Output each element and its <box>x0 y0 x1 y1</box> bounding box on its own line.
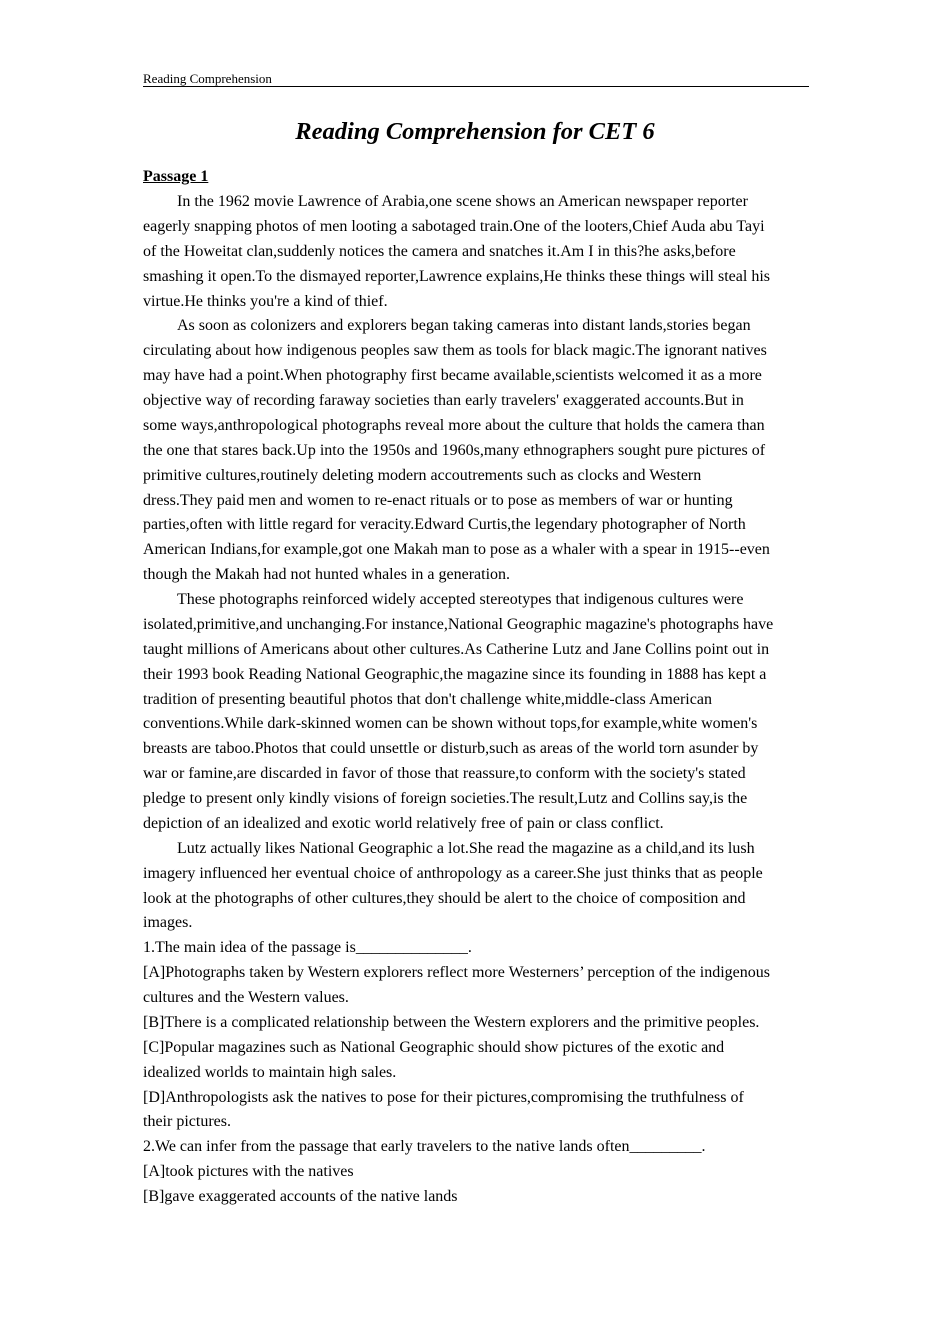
text-line: parties,often with little regard for veracity.Edward Curtis,the legendary photographer of North <box>143 516 746 534</box>
text-line: the one that stares back.Up into the 1950s and 1960s,many ethnographers sought pure pictures of <box>143 441 766 459</box>
text-line: pledge to present only kindly visions of foreign societies.The result,Lutz and Collins say,is the <box>143 790 748 807</box>
text-line: circulating about how indigenous peoples saw them as tools for black magic.The ignorant natives <box>143 342 767 360</box>
text-line: their pictures. <box>143 1113 231 1131</box>
text-line: American Indians,for example,got one Makah man to pose as a whaler with a spear in 1915--even <box>143 541 770 559</box>
text-line: look at the photographs of other cultures,they should be alert to the choice of composition and <box>143 889 746 907</box>
text-line: conventions.While dark-skinned women can be shown without tops,for example,white women's <box>143 715 758 733</box>
text-line: [A]took pictures with the natives <box>143 1163 354 1181</box>
text-line: their 1993 book Reading National Geographic,the magazine since its founding in 1888 has kept a <box>143 665 767 683</box>
text-line: though the Makah had not hunted whales in a generation. <box>143 566 511 584</box>
text-line: dress.They paid men and women to re-enact rituals or to pose as members of war or hunting <box>143 491 733 509</box>
text-line: virtue.He thinks you're a kind of thief. <box>143 292 388 310</box>
text-line: taught millions of Americans about other cultures.As Catherine Lutz and Jane Collins point out in <box>143 640 770 658</box>
text-line: [B]There is a complicated relationship between the Western explorers and the primitive peoples. <box>143 1013 760 1031</box>
text-line: [C]Popular magazines such as National Geographic should show pictures of the exotic and <box>143 1038 725 1056</box>
passage-body <box>143 190 823 1210</box>
text-line: 1.The main idea of the passage is______________. <box>143 939 472 957</box>
text-line: [D]Anthropologists ask the natives to pose for their pictures,compromising the truthfulness of <box>143 1088 744 1106</box>
text-line: primitive cultures,routinely deleting modern accoutrements such as clocks and Western <box>143 466 702 484</box>
text-line: breasts are taboo.Photos that could unsettle or disturb,such as areas of the world torn asunder by <box>143 740 759 758</box>
text-line: These photographs reinforced widely accepted stereotypes that indigenous cultures were <box>177 591 744 608</box>
text-line: 2.We can infer from the passage that early travelers to the native lands often_________. <box>143 1138 706 1156</box>
passage-label: Passage 1 <box>143 168 209 185</box>
document-title: Reading Comprehension for CET 6 <box>295 118 655 145</box>
text-line: [A]Photographs taken by Western explorers reflect more Westerners’ perception of the indigenous <box>143 964 770 982</box>
text-line: [B]gave exaggerated accounts of the native lands <box>143 1188 458 1205</box>
running-header: Reading Comprehension <box>143 71 272 86</box>
text-line: isolated,primitive,and unchanging.For instance,National Geographic magazine's photographs have <box>143 615 774 633</box>
text-line: of the Howeitat clan,suddenly notices the camera and snatches it.Am I in this?he asks,before <box>143 242 736 260</box>
text-line: may have had a point.When photography first became available,scientists welcomed it as a more <box>143 367 762 385</box>
text-line: war or famine,are discarded in favor of those that reassure,to conform with the society's stated <box>143 765 746 783</box>
text-line: In the 1962 movie Lawrence of Arabia,one scene shows an American newspaper reporter <box>177 193 748 210</box>
text-line: eagerly snapping photos of men looting a sabotaged train.One of the looters,Chief Auda abu Tayi <box>143 217 765 235</box>
header-rule <box>143 86 809 87</box>
text-line: As soon as colonizers and explorers began taking cameras into distant lands,stories began <box>177 317 751 335</box>
text-line: smashing it open.To the dismayed reporter,Lawrence explains,He thinks these things will steal his <box>143 267 770 285</box>
text-line: Lutz actually likes National Geographic a lot.She read the magazine as a child,and its lush <box>177 839 755 857</box>
text-line: objective way of recording faraway societies than early travelers' exaggerated accounts.But in <box>143 392 744 409</box>
text-line: images. <box>143 914 193 932</box>
text-line: depiction of an idealized and exotic world relatively free of pain or class conflict. <box>143 814 664 832</box>
text-line: idealized worlds to maintain high sales. <box>143 1063 397 1081</box>
text-line: imagery influenced her eventual choice of anthropology as a career.She just thinks that as people <box>143 864 763 882</box>
text-line: some ways,anthropological photographs reveal more about the culture that holds the camera than <box>143 416 765 434</box>
text-line: tradition of presenting beautiful photos that don't challenge white,middle-class American <box>143 690 712 708</box>
text-line: cultures and the Western values. <box>143 989 349 1006</box>
